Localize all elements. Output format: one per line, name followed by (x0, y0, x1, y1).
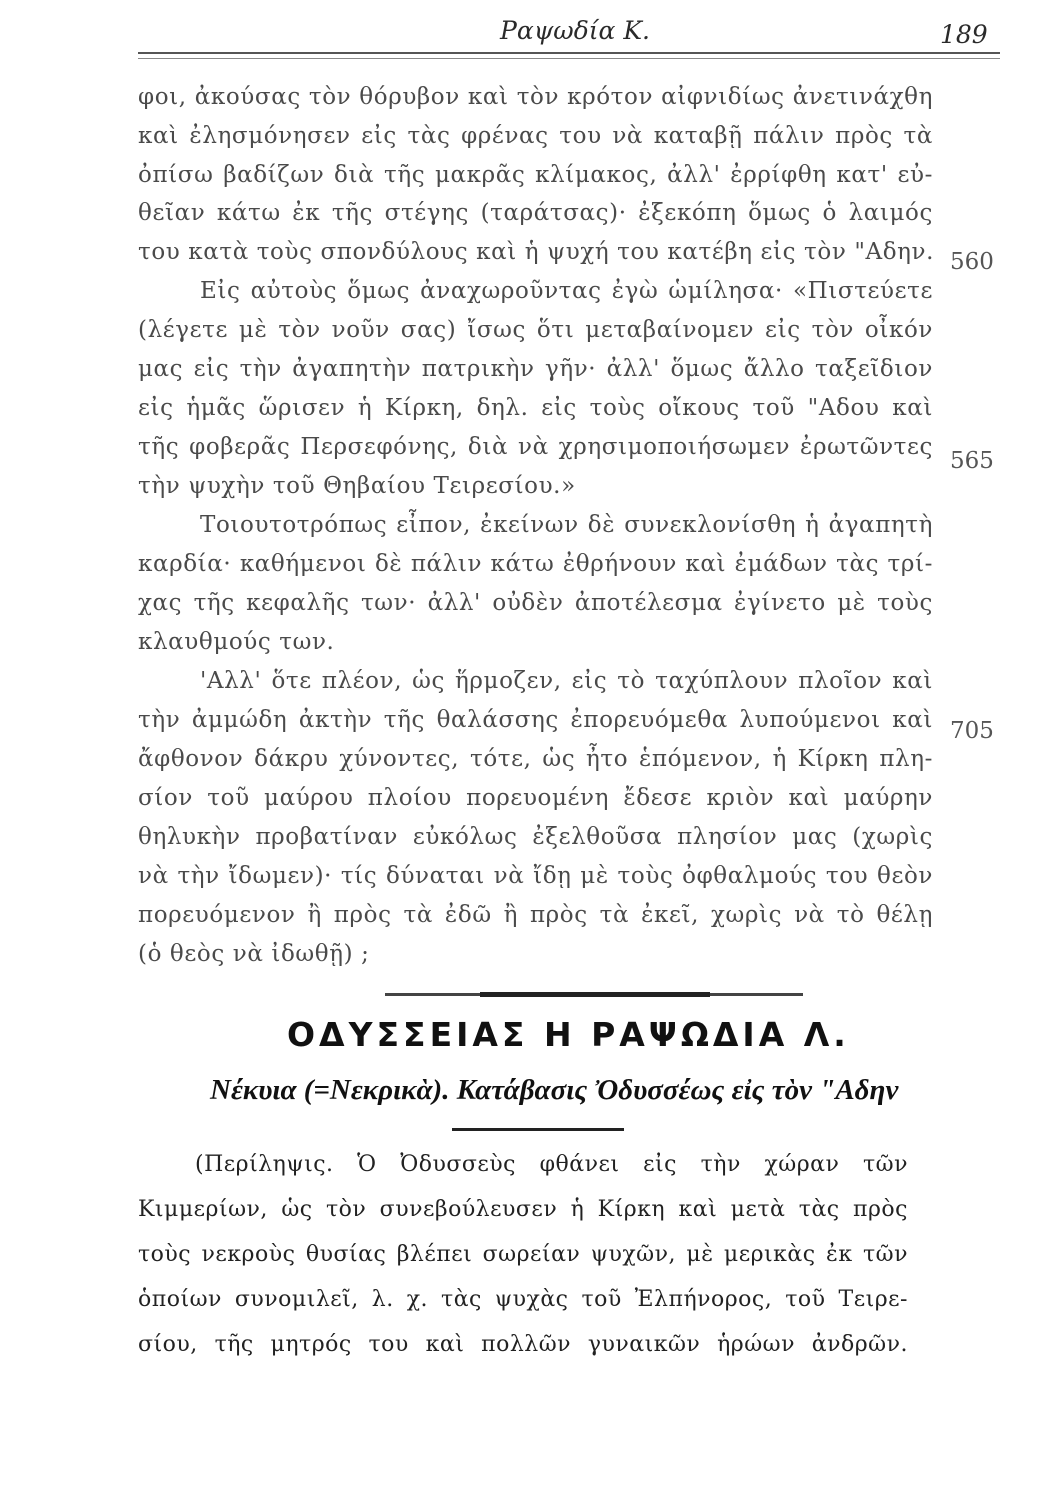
page-number: 189 (940, 20, 988, 49)
line-number: 705 (950, 718, 994, 744)
text-line: Τοιουτοτρόπως εἶπον, ἐκείνων δὲ συνεκλονίσθη ἡ ἀγαπητὴ (200, 512, 933, 538)
text-line: χας τῆς κεφαλῆς των· ἀλλ' οὐδὲν ἀποτέλεσμα ἐγίνετο μὲ τοὺς (138, 590, 933, 616)
text-line: τῆς φοβερᾶς Περσεφόνης, διὰ νὰ χρησιμοποιήσωμεν ἐρωτῶντες (138, 434, 933, 460)
text-line: καὶ ἐλησμόνησεν εἰς τὰς φρένας του νὰ καταβῇ πάλιν πρὸς τὰ (138, 123, 933, 149)
header-rule-thin (138, 58, 1000, 59)
summary-line: τοὺς νεκροὺς θυσίας βλέπει σωρείαν ψυχῶν, μὲ μερικὰς ἐκ τῶν (138, 1242, 908, 1267)
summary-line: σίου, τῆς μητρός του καὶ πολλῶν γυναικῶν ἡρώων ἀνδρῶν. (138, 1332, 908, 1357)
text-line: (ὁ θεὸς νὰ ἰδωθῇ) ; (138, 941, 370, 967)
text-line: ἄφθονον δάκρυ χύνοντες, τότε, ὡς ἦτο ἑπόμενον, ἡ Κίρκη πλη- (138, 746, 933, 772)
summary-line: ὁποίων συνομιλεῖ, λ. χ. τὰς ψυχὰς τοῦ Ἐλπήνορος, τοῦ Τειρε- (138, 1287, 908, 1312)
text-line: θηλυκὴν προβατίναν εὐκόλως ἐξελθοῦσα πλησίον μας (χωρὶς (138, 824, 933, 850)
line-number: 565 (950, 448, 994, 474)
text-line: 'Αλλ' ὅτε πλέον, ὡς ἥρμοζεν, εἰς τὸ ταχύπλουν πλοῖον καὶ (200, 668, 933, 694)
section-separator-center (480, 992, 710, 997)
text-line: θεῖαν κάτω ἐκ τῆς στέγης (ταράτσας)· ἐξεκόπη ὅμως ὁ λαιμός (138, 200, 933, 226)
text-line: σίον τοῦ μαύρου πλοίου πορευομένη ἔδεσε κριὸν καὶ μαύρην (138, 785, 933, 811)
book-title: ΟΔΥΣΣΕΙΑΣ Η ΡΑΨΩΔΙΑ Λ. (287, 1015, 850, 1054)
text-line: νὰ τὴν ἴδωμεν)· τίς δύναται νὰ ἴδῃ μὲ τοὺς ὀφθαλμούς του θεὸν (138, 863, 933, 889)
running-header-title: Ραψωδία Κ. (500, 16, 650, 45)
text-line: του κατὰ τοὺς σπονδύλους καὶ ἡ ψυχή του κατέβη εἰς τὸν "Αδην. (138, 239, 935, 265)
text-line: πορευόμενον ἢ πρὸς τὰ ἐδῶ ἢ πρὸς τὰ ἐκεῖ, χωρὶς νὰ τὸ θέλῃ (138, 902, 933, 928)
text-line: Εἰς αὐτοὺς ὅμως ἀναχωροῦντας ἐγὼ ὡμίλησα· «Πιστεύετε (200, 278, 933, 304)
book-subtitle: Νέκυια (=Νεκρικὰ). Κατάβασις Ὀδυσσέως εἰς τὸν "Αδην (210, 1074, 899, 1106)
text-line: καρδία· καθήμενοι δὲ πάλιν κάτω ἐθρήνουν καὶ ἐμάδων τὰς τρί- (138, 551, 933, 577)
text-line: τὴν ψυχὴν τοῦ Θηβαίου Τειρεσίου.» (138, 473, 576, 499)
subtitle-rule (452, 1128, 624, 1131)
text-line: φοι, ἀκούσας τὸν θόρυβον καὶ τὸν κρότον αἰφνιδίως ἀνετινάχθη (138, 84, 933, 110)
header-rule (138, 52, 1000, 54)
text-line: κλαυθμούς των. (138, 629, 335, 655)
summary-line: (Περίληψις. Ὁ Ὀδυσσεὺς φθάνει εἰς τὴν χώραν τῶν (195, 1152, 908, 1177)
text-line: τὴν ἀμμώδη ἀκτὴν τῆς θαλάσσης ἐπορευόμεθα λυπούμενοι καὶ (138, 707, 933, 733)
text-line: εἰς ἡμᾶς ὥρισεν ἡ Κίρκη, δηλ. εἰς τοὺς οἴκους τοῦ "Αδου καὶ (138, 395, 933, 421)
summary-line: Κιμμερίων, ὡς τὸν συνεβούλευσεν ἡ Κίρκη καὶ μετὰ τὰς πρὸς (138, 1197, 908, 1222)
text-line: ὀπίσω βαδίζων διὰ τῆς μακρᾶς κλίμακος, ἀλλ' ἐρρίφθη κατ' εὐ- (138, 162, 933, 188)
text-line: (λέγετε μὲ τὸν νοῦν σας) ἴσως ὅτι μεταβαίνομεν εἰς τὸν οἶκόν (138, 317, 933, 343)
text-line: μας εἰς τὴν ἀγαπητὴν πατρικὴν γῆν· ἀλλ' ὅμως ἄλλο ταξεῖδιον (138, 356, 933, 382)
line-number: 560 (950, 249, 994, 275)
